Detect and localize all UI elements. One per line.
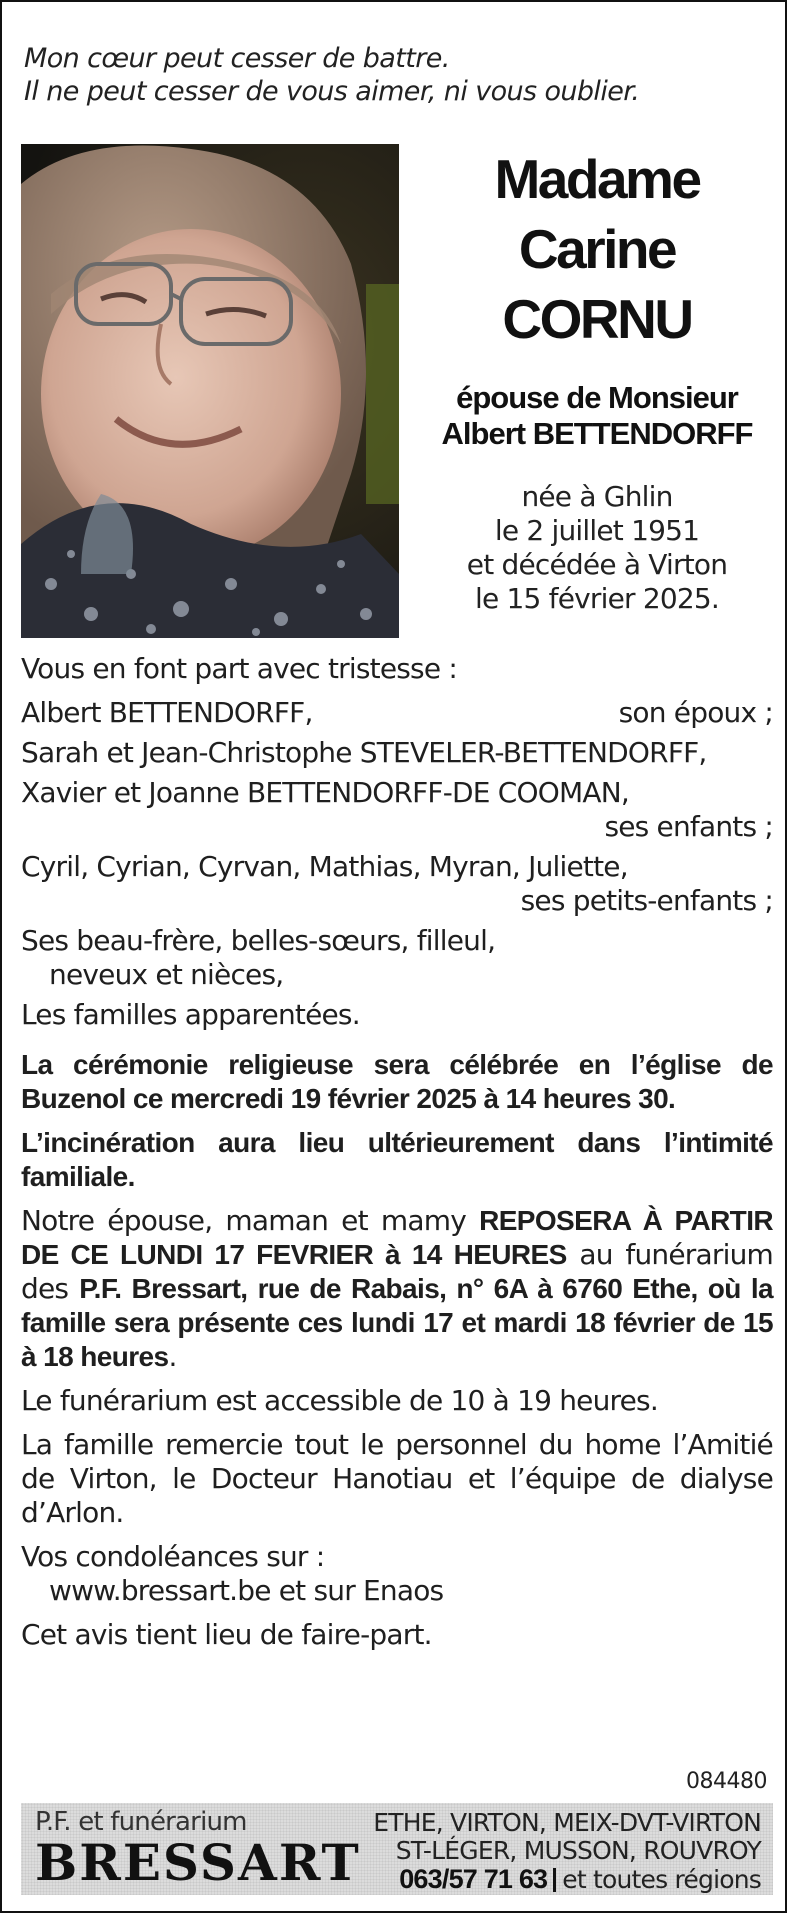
regions: et toutes régions bbox=[562, 1865, 761, 1894]
death-date: le 15 février 2025. bbox=[475, 582, 719, 615]
separator bbox=[553, 1868, 556, 1892]
family-role: ses enfants ; bbox=[604, 810, 773, 843]
family-role: son époux ; bbox=[618, 696, 773, 729]
ceremony-info: La cérémonie religieuse sera célébrée en l’église de Buzenol ce mercredi 19 février 2025 à 14 heures 30. bbox=[21, 1049, 773, 1114]
epitaph-line: Mon cœur peut cesser de battre. bbox=[24, 43, 450, 74]
deceased-title: Madame bbox=[494, 148, 700, 210]
birth-place: née à Ghlin bbox=[521, 480, 673, 513]
viewing-text: . bbox=[168, 1340, 177, 1373]
portrait-image bbox=[21, 144, 399, 638]
phone-line bbox=[373, 1865, 761, 1894]
notice-statement: Cet avis tient lieu de faire-part. bbox=[21, 1618, 432, 1651]
viewing-text: Notre épouse, maman et mamy bbox=[21, 1204, 480, 1237]
family-member: Sarah et Jean-Christophe STEVELER-BETTENDORFF, bbox=[21, 736, 707, 769]
locations-line: ST-LÉGER, MUSSON, ROUVROY bbox=[395, 1836, 761, 1865]
family-member: Albert BETTENDORFF, bbox=[21, 696, 313, 729]
death-place: et décédée à Virton bbox=[466, 548, 728, 581]
birth-date: le 2 juillet 1951 bbox=[494, 514, 700, 547]
family-member: Xavier et Joanne BETTENDORFF-DE COOMAN, bbox=[21, 776, 629, 809]
spouse-line: épouse de Monsieur bbox=[456, 380, 738, 415]
viewing-text: au funérarium des bbox=[21, 1238, 773, 1305]
family-spouse bbox=[21, 696, 773, 730]
epitaph bbox=[24, 42, 639, 108]
funeral-home-label: P.F. et funérarium bbox=[35, 1807, 247, 1837]
family-member: Les familles apparentées. bbox=[21, 998, 360, 1031]
family-member: Cyril, Cyrian, Cyrvan, Mathias, Myran, Juliette, bbox=[21, 850, 628, 883]
announcement-intro: Vous en font part avec tristesse : bbox=[21, 652, 458, 685]
locations-line: ETHE, VIRTON, MEIX-DVT-VIRTON bbox=[373, 1808, 761, 1837]
funeral-home-banner bbox=[21, 1803, 773, 1895]
viewing-text-bold: P.F. Bressart, rue de Rabais, n° 6A à 6760 Ethe, où la famille sera présente ces lundi 17 et mardi 18 février de 15 à 18 heures bbox=[21, 1273, 773, 1372]
family-role: ses petits-enfants ; bbox=[520, 884, 773, 917]
phone-number: 063/57 71 63 bbox=[399, 1864, 548, 1894]
epitaph-line: Il ne peut cesser de vous aimer, ni vous oublier. bbox=[24, 76, 640, 107]
funeral-home-contact bbox=[373, 1809, 761, 1894]
notice-body bbox=[21, 652, 773, 1652]
deceased-last-name: CORNU bbox=[502, 288, 692, 350]
viewing-text-bold: REPOSERA À PARTIR DE CE LUNDI 17 FEVRIER à 14 HEURES bbox=[21, 1205, 773, 1270]
funerarium-hours: Le funérarium est accessible de 10 à 19 heures. bbox=[21, 1384, 658, 1417]
viewing-info bbox=[21, 1204, 773, 1374]
spouse-line: Albert BETTENDORFF bbox=[441, 416, 753, 451]
reference-number: 084480 bbox=[686, 1769, 767, 1794]
cremation-info: L’incinération aura lieu ultérieurement dans l’intimité familiale. bbox=[21, 1127, 773, 1192]
portrait-photo bbox=[21, 144, 399, 638]
funeral-home-brand bbox=[35, 1807, 361, 1892]
funeral-home-logo: BRESSART bbox=[35, 1833, 361, 1892]
condolences-label: Vos condoléances sur : bbox=[21, 1540, 325, 1573]
deceased-first-name: Carine bbox=[518, 218, 676, 280]
family-member: neveux et nièces, bbox=[49, 958, 284, 991]
condolences-website: www.bressart.be et sur Enaos bbox=[49, 1574, 444, 1607]
life-dates bbox=[412, 480, 782, 616]
spouse-info bbox=[412, 380, 782, 452]
deceased-header bbox=[412, 144, 782, 616]
family-member: Ses beau-frère, belles-sœurs, filleul, bbox=[21, 924, 496, 957]
thanks: La famille remercie tout le personnel du home l’Amitié de Virton, le Docteur Hanotiau et l’équipe de dialyse d’Arlon. bbox=[21, 1428, 773, 1529]
